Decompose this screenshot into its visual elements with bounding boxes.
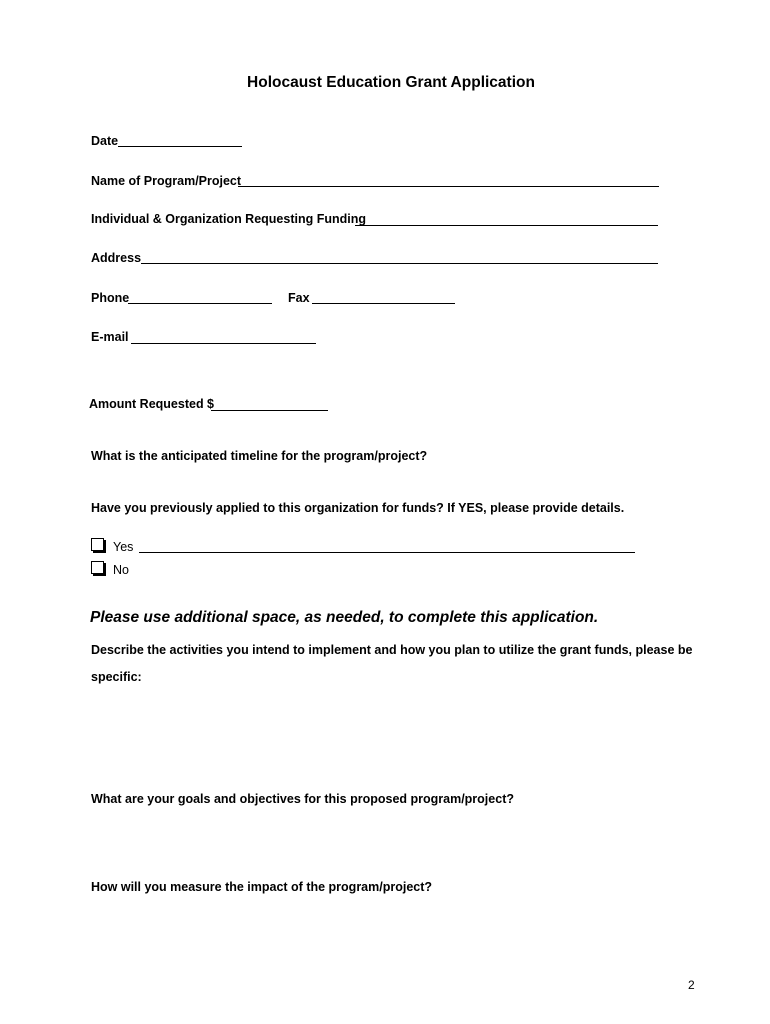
- describe-question-line2: specific:: [91, 670, 142, 684]
- date-label: Date: [91, 134, 119, 148]
- amount-field[interactable]: [211, 410, 328, 411]
- amount-label: Amount Requested $: [89, 397, 215, 411]
- yes-checkbox[interactable]: [91, 538, 104, 551]
- fax-field[interactable]: [312, 303, 455, 304]
- fax-label: Fax: [288, 291, 310, 305]
- measure-question: How will you measure the impact of the program/project?: [91, 880, 433, 894]
- phone-label: Phone: [91, 291, 130, 305]
- requesting-field[interactable]: [355, 225, 658, 226]
- goals-question: What are your goals and objectives for this proposed program/project?: [91, 792, 514, 806]
- address-label: Address: [91, 251, 142, 265]
- phone-field[interactable]: [128, 303, 272, 304]
- requesting-label: Individual & Organization Requesting Funding: [91, 212, 366, 226]
- no-checkbox[interactable]: [91, 561, 104, 574]
- no-label: No: [113, 563, 129, 577]
- describe-question-line1: Describe the activities you intend to implement and how you plan to utilize the grant funds, please be: [91, 643, 693, 657]
- yes-label: Yes: [113, 540, 134, 554]
- date-field[interactable]: [118, 146, 242, 147]
- address-field[interactable]: [141, 263, 658, 264]
- previously-applied-question: Have you previously applied to this organization for funds? If YES, please provide details.: [91, 501, 625, 515]
- email-field[interactable]: [131, 343, 316, 344]
- additional-space-note: Please use additional space, as needed, to complete this application.: [90, 609, 599, 626]
- timeline-question: What is the anticipated timeline for the program/project?: [91, 449, 428, 463]
- yes-details-field[interactable]: [139, 552, 635, 553]
- program-name-label: Name of Program/Project: [91, 174, 242, 188]
- email-label: E-mail: [91, 330, 129, 344]
- page-number: 2: [688, 978, 695, 992]
- program-name-field[interactable]: [238, 186, 659, 187]
- page-title: Holocaust Education Grant Application: [247, 74, 535, 91]
